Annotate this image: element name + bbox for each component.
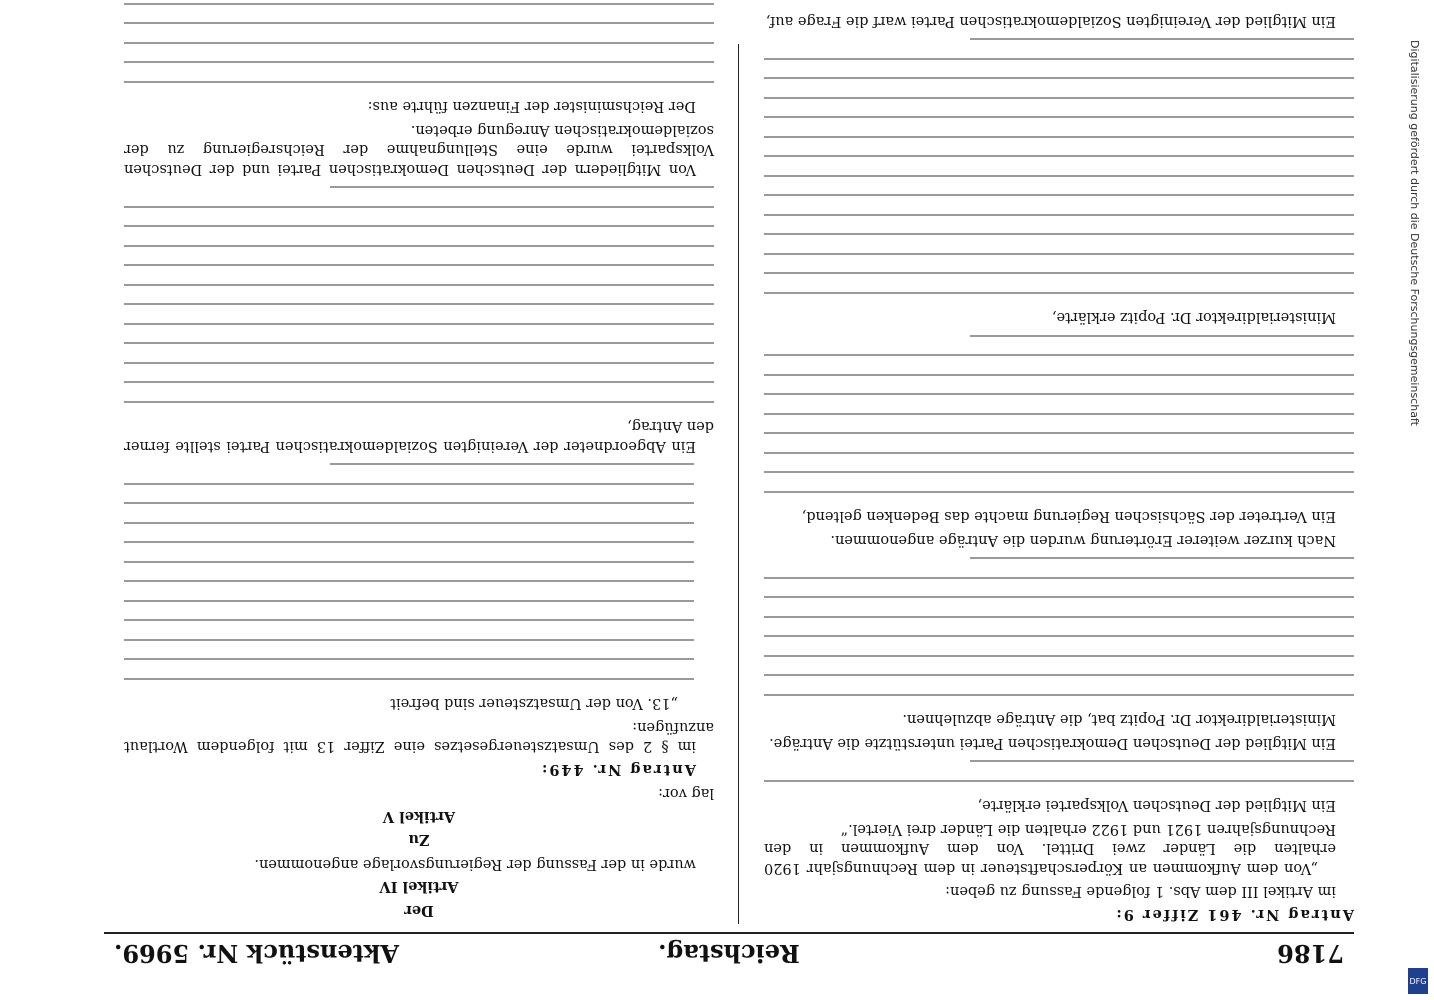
quote-koerperschaftsteuer: „Von dem Aufkommen an Körperschaftsteuer in dem Rechnungsjahr 1920 erhalten die Länder zwei Drittel. Von dem Aufkommen in den Rechnungsjahren 1921 und 1922 erhalten die Länder drei Viertel.“ [764,821,1336,876]
zu-label: Zu [408,831,430,849]
paragraph-lines [124,0,714,92]
paragraph-demokraten: Ein Mitglied der Deutschen Demokratischen Partei unterstützte die Anträge. [769,735,1336,751]
antrag-461-intro: im Artikel III dem Abs. 1 folgende Fassung zu geben: [945,883,1336,900]
paragraph-abgeordneter: Ein Abgeordneter der Vereinigten Sozialdemokratischen Partei stellte ferner den Antrag, [124,418,714,454]
paragraph-lines [764,0,1354,7]
paragraph-lines [764,752,1354,791]
credit-text: Digitalisierung gefördert durch die Deutsche Forschungsgemeinschaft [1408,40,1421,426]
paragraph-lines [764,30,1354,303]
artikel-iv-heading: Artikel IV [379,878,459,896]
artikel-iv-angenommen: wurde in der Fassung der Regierungsvorlage angenommen. [254,856,696,872]
left-column [764,13,1354,924]
page-title: Reichstag. [658,939,800,968]
paragraph-sozialdemokraten: Ein Mitglied der Vereinigten Sozialdemokratischen Partei warf die Frage auf, [765,13,1336,29]
antrag-449-heading: Antrag Nr. 449: [540,761,696,778]
paragraph-lines [124,455,714,689]
artikel-v-heading: Artikel V [382,808,456,825]
paragraph-popitz-2: Ministerialdirektor Dr. Popitz erklärte, [1051,309,1336,326]
page-header [104,932,1354,970]
document-label: Aktenstück Nr. 5969. [114,939,399,968]
dfg-logo: DFG [1408,968,1428,994]
right-column [124,44,714,924]
page-number: 7186 [1277,939,1344,968]
paragraph-mitgliedern: Von Mitgliedern der Deutschen Demokratischen Partei und der Deutschen Volkspartei wurde eine Stellungnahme der Reichsregierung zu der sozialdemokratischen Anregung erbeten. [124,122,714,177]
document-page [104,13,1354,970]
antrag-449-intro: im § 2 des Umsatzsteuergesetzes eine Ziffer 13 mit folgendem Wortlaut anzufügen: [124,719,714,755]
paragraph-vertreter: Ein Vertreter der Sächsischen Regierung machte das Bedenken geltend, [801,508,1336,525]
paragraph-nach-kurzer: Nach kurzer weiterer Erörterung wurden die Anträge angenommen. [830,532,1336,548]
paragraph-volkspartei: Ein Mitglied der Deutschen Volkspartei erklärte, [977,797,1336,814]
der-label: Der [404,902,434,919]
quote-ziffer-13: „13. Von der Umsatzsteuer sind befreit [390,695,678,712]
digitization-credit [1408,40,1426,980]
paragraph-reichsminister: Der Reichsminister der Finanzen führte aus: [367,98,696,115]
paragraph-lines [764,549,1354,705]
lag-vor-label: lag vor: [658,785,714,802]
paragraph-popitz-1: Ministerialdirektor Dr. Popitz bat, die Anträge abzulehnen. [902,711,1336,728]
paragraph-lines [124,178,714,412]
paragraph-lines [764,327,1354,503]
antrag-461-heading: Antrag Nr. 461 Ziffer 9: [1114,906,1354,923]
column-divider [738,44,739,924]
